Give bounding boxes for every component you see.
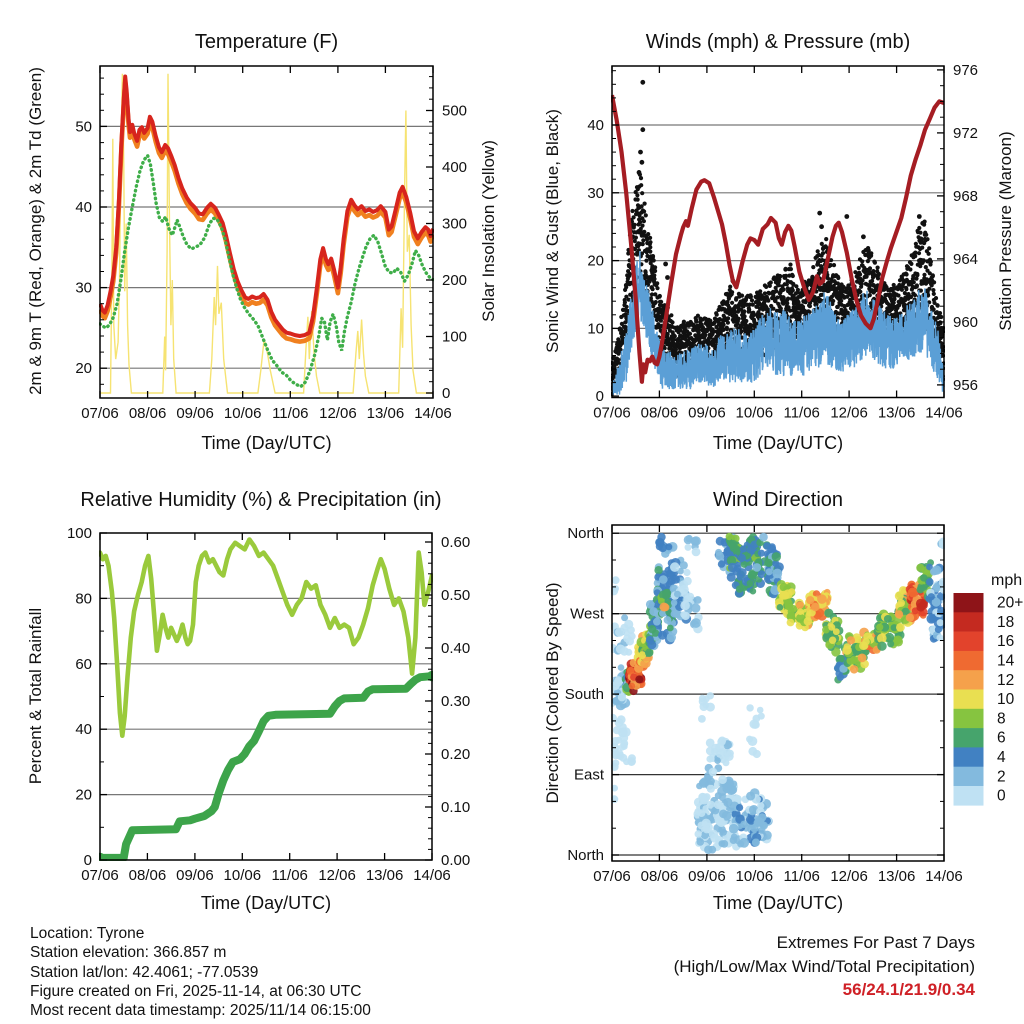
svg-text:2: 2 xyxy=(997,768,1006,786)
svg-text:12/06: 12/06 xyxy=(830,404,868,422)
chart-2 xyxy=(67,525,470,884)
xlabel-humidity: Time (Day/UTC) xyxy=(200,893,332,913)
svg-text:10/06: 10/06 xyxy=(223,405,262,422)
svg-text:07/06: 07/06 xyxy=(593,868,631,885)
extremes-subtitle: (High/Low/Max Wind/Total Precipitation) xyxy=(673,956,975,976)
humidity-line xyxy=(100,540,432,736)
svg-text:07/06: 07/06 xyxy=(81,405,119,422)
svg-text:18: 18 xyxy=(997,613,1015,631)
svg-text:0.30: 0.30 xyxy=(441,693,471,711)
chart-0 xyxy=(75,66,467,422)
svg-text:14/06: 14/06 xyxy=(925,868,963,885)
svg-text:20: 20 xyxy=(75,786,92,804)
chart-title-winds-pressure: Winds (mph) & Pressure (mb) xyxy=(645,31,911,53)
svg-text:4: 4 xyxy=(997,749,1006,766)
station-latlon: Station lat/lon: 42.4061; -77.0539 xyxy=(30,963,259,981)
svg-text:South: South xyxy=(564,686,604,704)
colorbar xyxy=(954,593,1024,806)
svg-text:400: 400 xyxy=(442,159,468,177)
svg-text:8: 8 xyxy=(997,710,1006,728)
svg-text:6: 6 xyxy=(997,729,1006,747)
svg-text:North: North xyxy=(567,525,604,543)
svg-text:14/06: 14/06 xyxy=(413,867,451,884)
svg-text:976: 976 xyxy=(953,61,979,79)
gridlines xyxy=(100,126,433,368)
svg-text:West: West xyxy=(570,605,604,623)
svg-text:10: 10 xyxy=(587,320,604,338)
xlabel-direction: Time (Day/UTC) xyxy=(712,893,844,913)
svg-text:0.40: 0.40 xyxy=(441,640,471,658)
svg-text:0.50: 0.50 xyxy=(441,587,471,605)
svg-text:100: 100 xyxy=(66,525,92,542)
chart-3 xyxy=(565,525,963,885)
svg-text:964: 964 xyxy=(953,250,979,268)
svg-text:East: East xyxy=(573,766,604,784)
figure-created: Figure created on Fri, 2025-11-14, at 06:30 UTC xyxy=(30,982,362,1000)
svg-text:20: 20 xyxy=(75,360,92,378)
plot-area xyxy=(609,533,949,854)
svg-text:0.60: 0.60 xyxy=(441,534,471,552)
gridlines xyxy=(100,598,432,794)
svg-text:12/06: 12/06 xyxy=(318,867,356,884)
svg-text:30: 30 xyxy=(587,184,604,202)
svg-text:200: 200 xyxy=(442,272,468,290)
svg-text:0: 0 xyxy=(595,388,604,406)
svg-text:0: 0 xyxy=(442,385,451,403)
svg-text:08/06: 08/06 xyxy=(128,867,167,884)
svg-text:20+: 20+ xyxy=(997,594,1024,612)
ylabel-wind-left: Sonic Wind & Gust (Blue, Black) xyxy=(543,109,562,353)
svg-text:60: 60 xyxy=(75,655,92,673)
svg-text:09/06: 09/06 xyxy=(688,868,726,885)
svg-text:13/06: 13/06 xyxy=(877,404,916,422)
svg-text:960: 960 xyxy=(953,313,979,331)
svg-text:09/06: 09/06 xyxy=(688,404,726,422)
svg-text:80: 80 xyxy=(75,590,92,608)
svg-text:09/06: 09/06 xyxy=(176,867,214,884)
svg-text:12/06: 12/06 xyxy=(319,405,357,422)
station-info xyxy=(30,924,371,1020)
ylabel-direction-left: Direction (Colored By Speed) xyxy=(543,582,562,804)
svg-text:10/06: 10/06 xyxy=(735,868,774,885)
station-location: Location: Tyrone xyxy=(30,925,145,942)
svg-text:16: 16 xyxy=(997,633,1015,651)
svg-text:956: 956 xyxy=(953,376,979,394)
svg-text:20: 20 xyxy=(587,252,604,270)
svg-text:30: 30 xyxy=(75,279,92,297)
extremes-values: 56/24.1/21.9/0.34 xyxy=(842,980,975,1000)
chart-title-wind-direction: Wind Direction xyxy=(712,489,844,511)
svg-text:12: 12 xyxy=(997,671,1015,689)
svg-text:09/06: 09/06 xyxy=(176,405,214,422)
svg-text:14/06: 14/06 xyxy=(414,405,452,422)
ylabel-percent-rainfall: Percent & Total Rainfall xyxy=(26,607,45,785)
plot-area xyxy=(610,80,946,396)
svg-text:14/06: 14/06 xyxy=(925,404,963,422)
svg-text:10: 10 xyxy=(997,691,1015,709)
chart-1 xyxy=(587,62,978,422)
svg-text:40: 40 xyxy=(587,116,604,134)
extremes-title: Extremes For Past 7 Days xyxy=(776,933,975,952)
svg-text:0.20: 0.20 xyxy=(441,746,471,764)
svg-text:14: 14 xyxy=(997,652,1015,670)
svg-text:11/06: 11/06 xyxy=(272,405,309,422)
svg-text:11/06: 11/06 xyxy=(783,868,820,885)
svg-text:07/06: 07/06 xyxy=(81,867,119,884)
svg-text:13/06: 13/06 xyxy=(877,868,916,885)
xlabel-winds: Time (Day/UTC) xyxy=(712,433,844,453)
svg-text:50: 50 xyxy=(75,118,92,136)
svg-text:11/06: 11/06 xyxy=(271,867,308,884)
colorbar-title: mph xyxy=(991,572,1023,589)
t2m-line xyxy=(100,77,433,337)
svg-text:0: 0 xyxy=(997,787,1006,805)
sonic-wind-band xyxy=(612,251,944,395)
svg-text:972: 972 xyxy=(953,124,979,142)
ylabel-solar-right: Solar Insolation (Yellow) xyxy=(479,140,498,322)
svg-text:0.10: 0.10 xyxy=(441,799,471,817)
svg-text:08/06: 08/06 xyxy=(128,405,167,422)
svg-text:40: 40 xyxy=(75,199,92,217)
extremes-block xyxy=(674,931,975,1002)
svg-text:0.00: 0.00 xyxy=(441,852,471,869)
chart-title-temperature: Temperature (F) xyxy=(194,31,339,53)
svg-text:0: 0 xyxy=(83,852,92,869)
svg-text:08/06: 08/06 xyxy=(640,404,679,422)
xlabel-temperature: Time (Day/UTC) xyxy=(201,433,332,453)
data-timestamp: Most recent data timestamp: 2025/11/14 06:15:00 xyxy=(30,1002,371,1020)
station-elevation: Station elevation: 366.857 m xyxy=(30,944,227,962)
svg-text:13/06: 13/06 xyxy=(366,405,405,422)
svg-text:13/06: 13/06 xyxy=(365,867,404,884)
svg-text:10/06: 10/06 xyxy=(735,404,774,422)
rainfall-line xyxy=(95,671,437,863)
svg-text:08/06: 08/06 xyxy=(640,868,679,885)
svg-text:100: 100 xyxy=(442,328,468,346)
ylabel-pressure-right: Station Pressure (Maroon) xyxy=(996,131,1015,331)
direction-scatter xyxy=(609,533,949,854)
svg-text:40: 40 xyxy=(75,721,92,739)
svg-text:10/06: 10/06 xyxy=(223,867,262,884)
plot-area xyxy=(95,540,437,864)
svg-text:North: North xyxy=(567,847,604,865)
svg-text:500: 500 xyxy=(442,102,468,120)
ylabel-temperature-left: 2m & 9m T (Red, Orange) & 2m Td (Green) xyxy=(26,67,45,395)
svg-text:300: 300 xyxy=(442,215,468,233)
chart-title-humidity-precip: Relative Humidity (%) & Precipitation (in) xyxy=(80,489,442,511)
svg-text:07/06: 07/06 xyxy=(593,404,631,422)
plot-area xyxy=(100,74,433,393)
svg-text:12/06: 12/06 xyxy=(830,868,868,885)
svg-text:11/06: 11/06 xyxy=(783,404,820,422)
svg-text:968: 968 xyxy=(953,187,979,205)
